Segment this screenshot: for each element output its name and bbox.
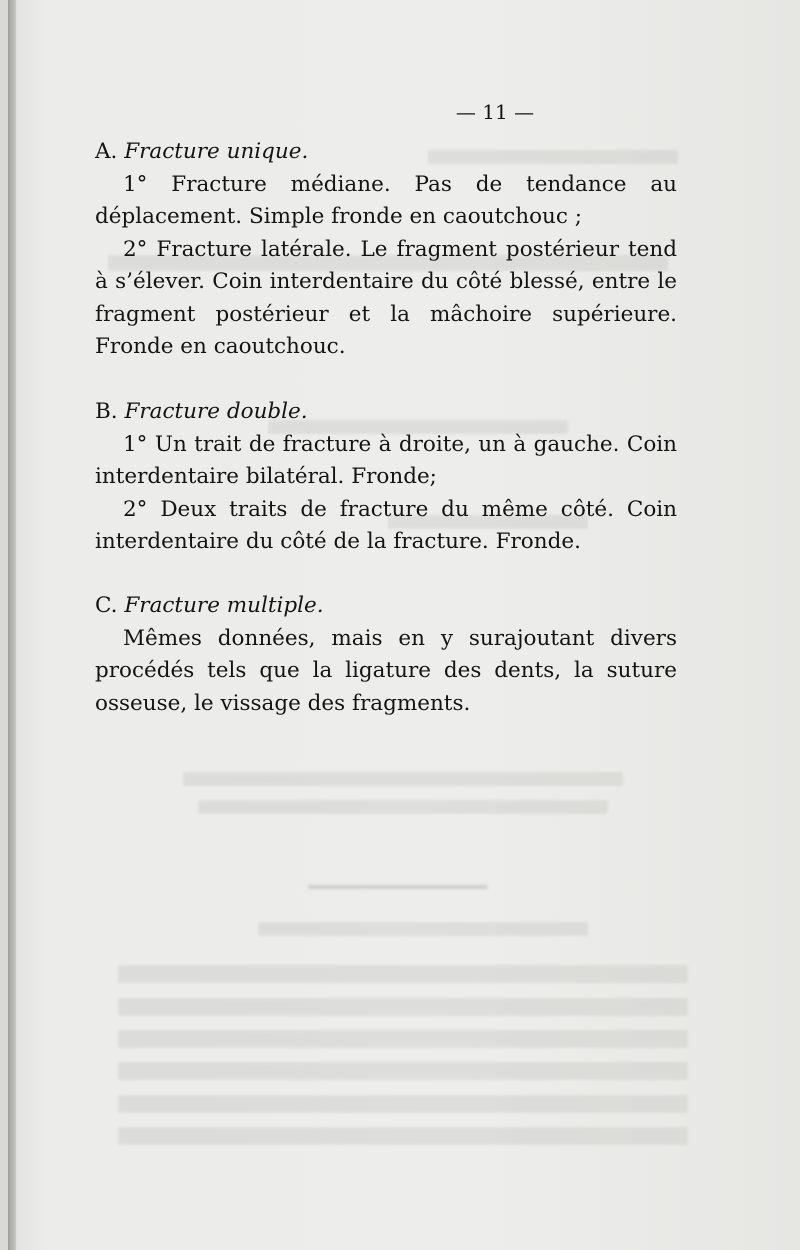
show-through-line bbox=[118, 1095, 688, 1113]
show-through-line bbox=[118, 1030, 688, 1048]
paragraph: 1° Un trait de fracture à droite, un à gauche. Coin interdentaire bilatéral. Fronde; bbox=[95, 431, 677, 489]
paragraph: 2° Fracture latérale. Le fragment postérieur tend à s’élever. Coin interdentaire du côté blessé, entre le fragment postérieur et la mâchoire supérieure. Fronde en caoutchouc. bbox=[95, 236, 677, 359]
show-through-line bbox=[118, 1127, 688, 1145]
paragraph: Mêmes données, mais en y surajoutant divers procédés tels que la ligature des dents, la suture osseuse, le vissage des fragments. bbox=[95, 625, 677, 716]
section-heading bbox=[95, 590, 677, 623]
show-through-rule bbox=[308, 885, 488, 889]
paragraph: 2° Deux traits de fracture du même côté. Coin interdentaire du côté de la fracture. Fronde. bbox=[95, 496, 677, 554]
page-number: — 11 — bbox=[455, 100, 535, 124]
show-through-line bbox=[118, 1062, 688, 1080]
section-title: Fracture unique. bbox=[124, 139, 309, 164]
show-through-line bbox=[183, 772, 623, 786]
show-through-line bbox=[118, 998, 688, 1016]
section-title: Fracture double. bbox=[124, 399, 308, 424]
section-heading bbox=[95, 396, 677, 429]
section-letter: C. bbox=[95, 593, 118, 618]
show-through-line bbox=[118, 965, 688, 983]
section-a bbox=[95, 136, 677, 364]
paragraph: 1° Fracture médiane. Pas de tendance au déplacement. Simple fronde en caoutchouc ; bbox=[95, 171, 677, 229]
page-edge-shadow bbox=[8, 0, 16, 1250]
section-letter: A. bbox=[95, 139, 118, 164]
section-heading bbox=[95, 136, 677, 169]
section-letter: B. bbox=[95, 399, 118, 424]
section-title: Fracture multiple. bbox=[124, 593, 324, 618]
section-b bbox=[95, 396, 677, 559]
section-c bbox=[95, 590, 677, 720]
show-through-line bbox=[258, 922, 588, 936]
show-through-line bbox=[198, 800, 608, 814]
